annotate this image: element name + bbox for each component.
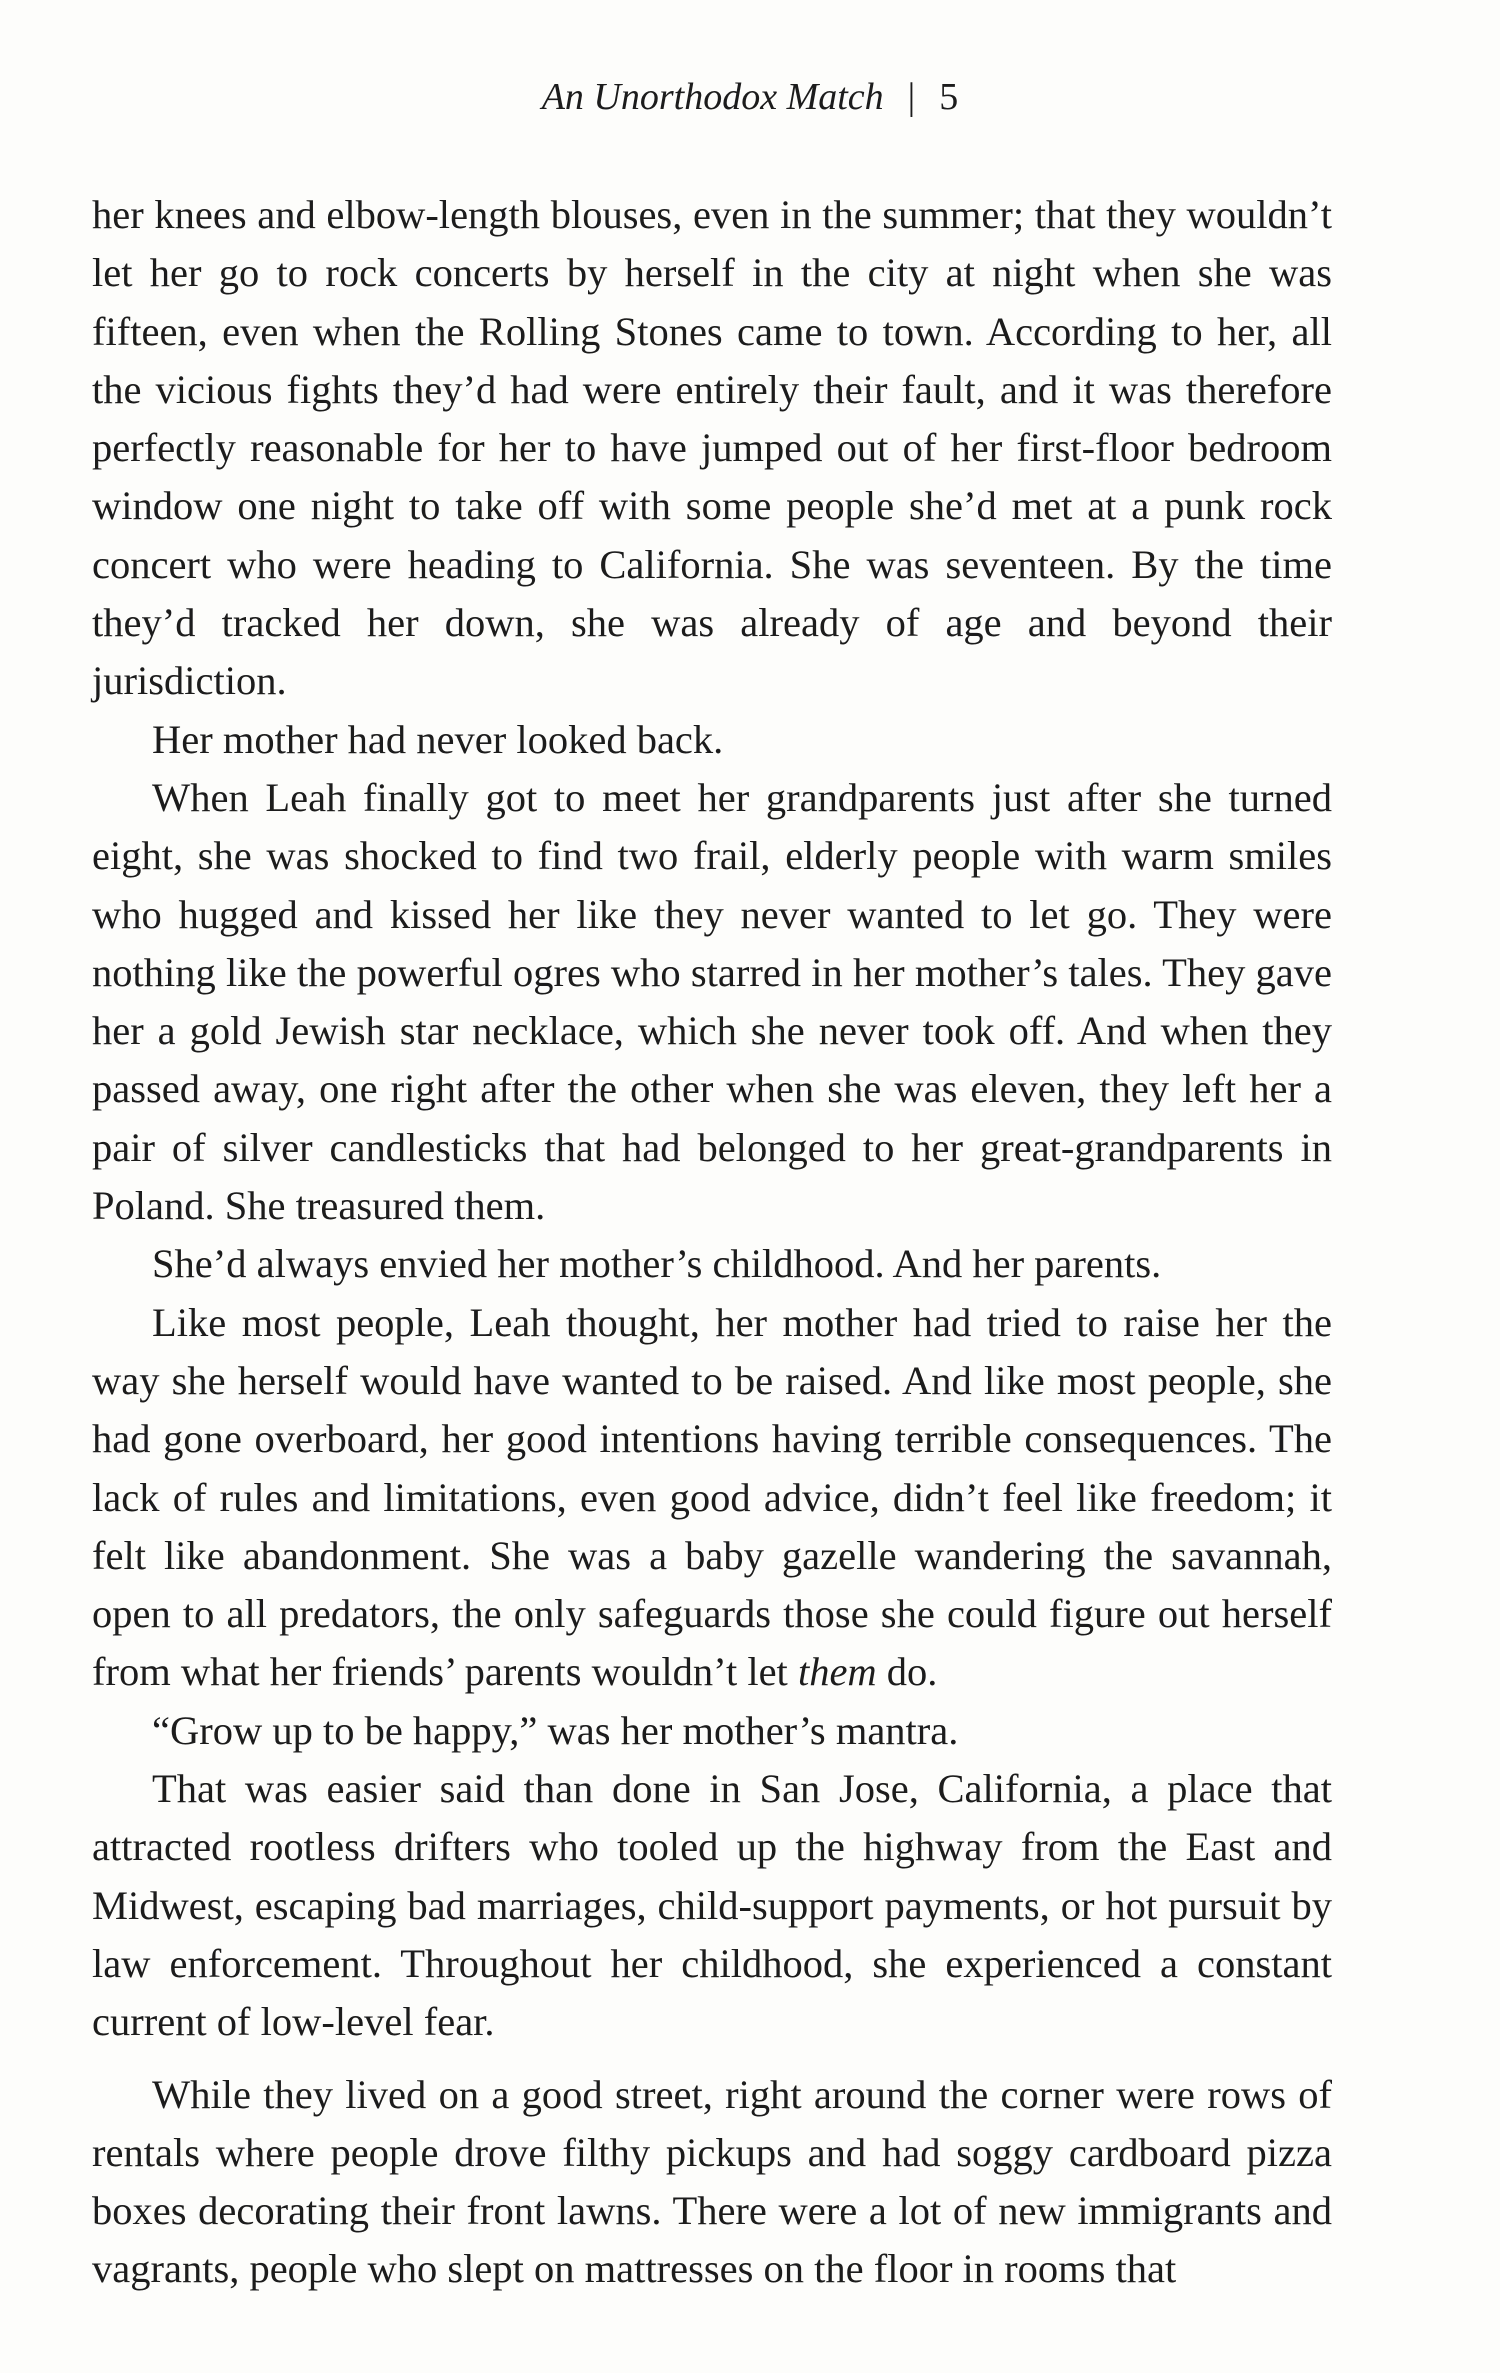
paragraph: When Leah finally got to meet her grandparents just after she turned eight, she was shocked to find two frail, elderly people with warm smiles who hugged and kissed her like they never wanted to let go. They were nothing like the powerful ogres who starred in her mother’s tales. They gave her a gold Jewish star necklace, which she never took off. And when they passed away, one right after the other when she was eleven, they left her a pair of silver candlesticks that had belonged to her great-grandparents in Poland. She treasured them. bbox=[92, 774, 1332, 1229]
page-number: 5 bbox=[939, 76, 959, 118]
paragraph: “Grow up to be happy,” was her mother’s mantra. bbox=[152, 1707, 959, 1753]
paragraph-text: Like most people, Leah thought, her mother had tried to raise her the way she herself would have wanted to be raised. And like most people, she had gone overboard, her good intentions having terrible consequences. The lack of rules and limitations, even good advice, didn’t feel like freedom; it felt like abandonment. She was a baby gazelle wandering the savannah, open to all predators, the only safeguards those she could figure out herself from what her friends’ parents wouldn’t let bbox=[92, 1299, 1332, 1695]
running-head bbox=[0, 72, 1500, 122]
paragraph: She’d always envied her mother’s childhood. And her parents. bbox=[152, 1241, 1162, 1287]
paragraph-text-end: do. bbox=[886, 1649, 938, 1695]
emphasized-word: them bbox=[797, 1649, 877, 1695]
paragraph: her knees and elbow-length blouses, even in the summer; that they wouldn’t let her go to rock concerts by herself in the city at night when she was fifteen, even when the Rolling Stones came to town. According to her, all the vicious fights they’d had were entirely their fault, and it was therefore perfectly reasonable for her to have jumped out of her first-floor bedroom window one night to take off with some people she’d met at a punk rock concert who were heading to California. She was seventeen. By the time they’d tracked her down, she was already of age and beyond their jurisdiction. bbox=[92, 192, 1332, 704]
paragraph bbox=[92, 1294, 1332, 1702]
paragraph: That was easier said than done in San Jose, California, a place that attracted rootless drifters who tooled up the highway from the East and Midwest, escaping bad marriages, child-support payments, or hot pursuit by law enforcement. Throughout her childhood, she experienced a constant current of low-level fear. bbox=[92, 1766, 1332, 2045]
body-text bbox=[92, 186, 1332, 2299]
paragraph: While they lived on a good street, right around the corner were rows of rentals where people drove filthy pickups and had soggy cardboard pizza boxes decorating their front lawns. There were a lot of new immigrants and vagrants, people who slept on mattresses on the floor in rooms that bbox=[92, 2071, 1332, 2292]
book-title: An Unorthodox Match bbox=[541, 76, 884, 118]
header-divider: | bbox=[907, 76, 916, 118]
paragraph: Her mother had never looked back. bbox=[152, 716, 724, 762]
